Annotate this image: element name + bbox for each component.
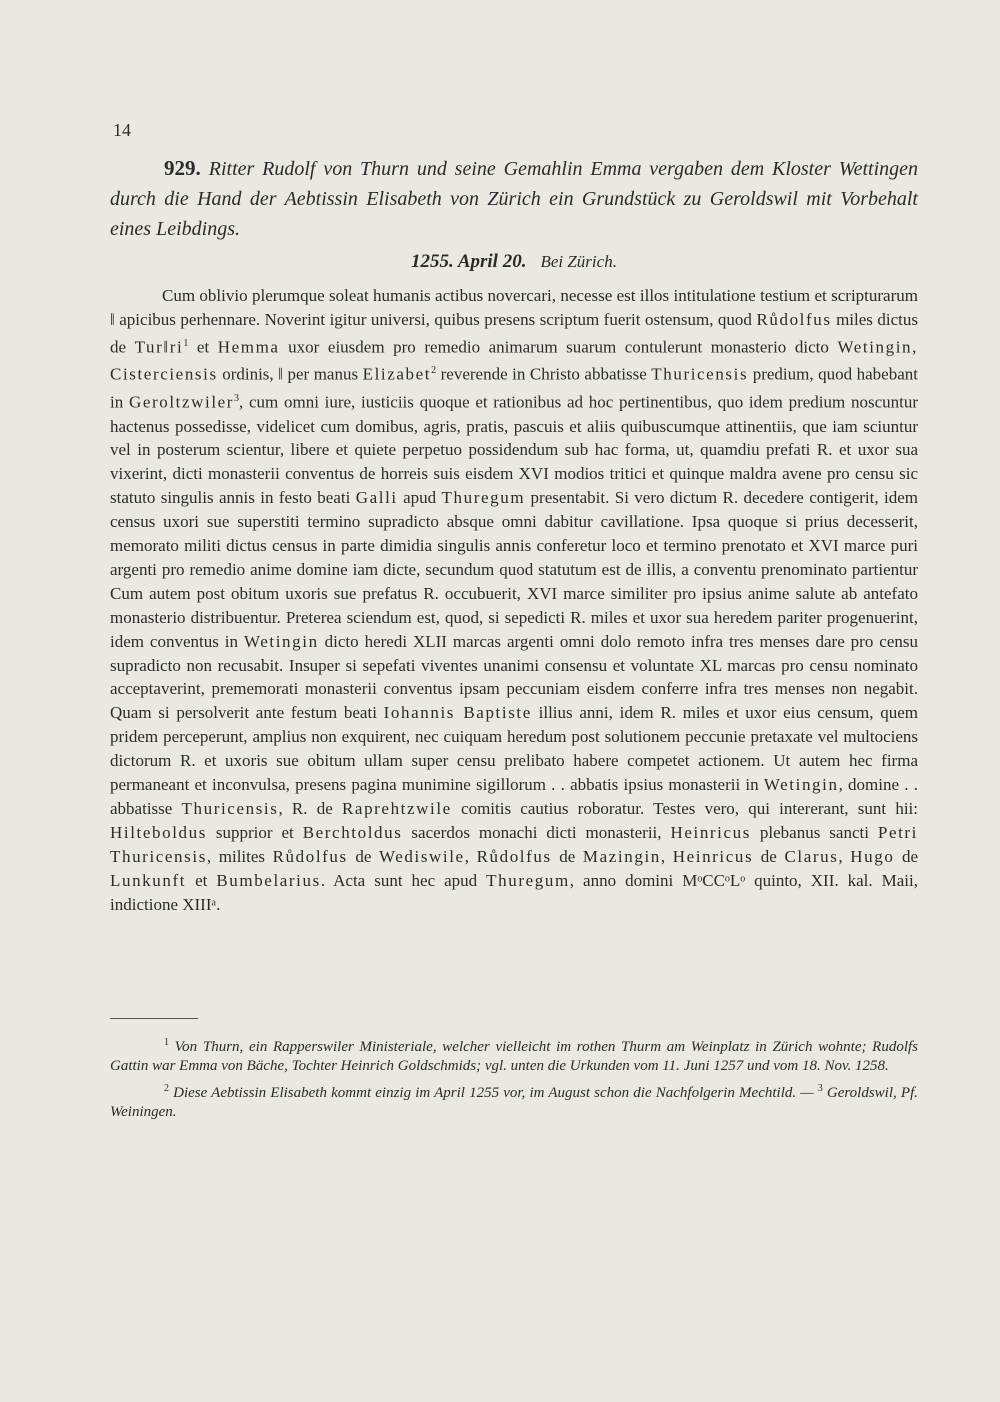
footnote-1 [110, 1033, 918, 1076]
text-run: Cum oblivio plerumque soleat humanis actibus novercari, necesse est illos intitulatione testium et scripturarum ‖ apicibus perhennare. Noverint igitur universi, quibus presens scriptum fuerit ostensum, quod [110, 286, 918, 329]
text-run: illius anni, idem R. miles et uxor eius censum, quem pridem perceperunt, amplius non exquirent, nec cuiquam heredum post solutionem peccunie pretaxate vel multociens dictorum R. et uxoris sue obitum ullam super censu prelibato habere competet actionem. Ut autem hec firma permaneant et inconvulsa, presens pagina munimine sigillorum . . abbatis ipsius monasterii in [110, 703, 919, 795]
text-run: apud [397, 488, 442, 508]
place-name: Lunkunft [110, 870, 187, 890]
place-name: Petri Thuricensis [110, 822, 918, 866]
text-run: de [551, 846, 583, 866]
text-run: reverende in Christo abbatisse [436, 365, 652, 385]
place-name: Geroltzwiler [128, 392, 235, 412]
footnote-text: Diese Aebtissin Elisabeth kommt einzig im April 1255 vor, im August schon die Nachfolgerin Mechtild. — [169, 1085, 818, 1101]
footnote-text: Von Thurn, ein Rapperswiler Ministeriale, welcher vielleicht im rothen Thurm am Weinplatz in Zürich wohnte; Rudolfs Gattin war Emma von Bäche, Tochter Heinrich Goldschmids; vgl. unten die Urkunden vom 11. Juni 1257 und vom 18. Nov. 1258. [110, 1039, 918, 1074]
text-run: de [347, 846, 379, 866]
place-name: Wetingin [243, 631, 319, 651]
person-name: Heinricus [672, 846, 754, 866]
place-name: Clarus [784, 846, 839, 866]
text-run: miles dictus de [110, 309, 918, 357]
text-run: uxor eiusdem pro remedio animarum suarum contulerunt monasterio dicto [279, 337, 838, 357]
footnote-mark: 1 [164, 1037, 169, 1048]
text-run: , domine . . abbatisse [110, 775, 919, 818]
person-name: Galli [355, 488, 398, 508]
text-run: , R. de [278, 799, 342, 818]
footnote-ref: 1 [183, 337, 189, 349]
text-run: , anno domini MᵒCCᵒLᵒ quinto, XII. kal. Maii, indictione XIIIᵃ. [110, 870, 918, 914]
footnote-mark: 3 [817, 1083, 823, 1094]
text-run: . Acta sunt hec apud [320, 870, 487, 890]
place-name: Wediswile [378, 846, 465, 866]
text-run: et [186, 870, 217, 890]
text-run: presentabit. Si vero dictum R. decedere contigerit, idem census uxori sue superstiti termino supradicto absque omni dabitur cavillatione. Ipsa quoque si prius decesserit, memorato militi dictus census in parte dimidia singulis annis conferetur loco et termino prenotato et XVI marce puri argenti pro remedio anime domine iam dicte, secundum quod statutum est de illis, a conventu prenominato partientur Cum autem post obitum uxoris sue prefatus R. occubuerit, XVI marce similiter pro ipsius anime salute ab antefato monasterio distribuentur. Preterea sciendum est, quod, si sepedicti R. miles et uxor sua heredem pariter progenuerint, idem conventus in [110, 488, 919, 651]
person-name: Hilteboldus [110, 822, 207, 842]
place-name: Thuregum [486, 870, 570, 890]
person-name: Berchtoldus [302, 822, 403, 842]
person-name: Růdolfus [476, 846, 552, 866]
person-name: Bumbelarius [216, 870, 321, 890]
document-date: 1255. April 20. [411, 251, 527, 272]
text-run: , cum omni iure, iusticiis quoque et rationibus ad hoc pertinentibus, quo idem predium noscuntur hactenus possedisse, videlicet cum domibus, agris, pratis, pascuis et aliis quibuscumque attinentiis, que iam sciuntur vel in posterum scientur, libere et quiete perpetuo possidendum sub hac forma, ut, quamdiu prefati R. et uxor sua vixerint, dicti monasterii conventus de horreis suis eisdem XVI modios tritici et quinque maldra avene pro censu sic statuto singulis annis in festo beati [110, 392, 918, 508]
person-name: Elizabet [362, 365, 432, 385]
place-name: Thuricensis [651, 365, 749, 385]
place-name: Raprehtzwile [341, 799, 452, 818]
text-run: ordinis, ‖ per manus [217, 365, 363, 385]
place-name: Thuregum [441, 488, 526, 508]
footnote-divider [110, 1018, 198, 1019]
person-name: Růdolfus [756, 309, 832, 329]
person-name: Hemma [217, 337, 280, 357]
text-run: , milites [206, 846, 273, 866]
text-run: , [660, 846, 673, 866]
text-run: predium, quod habebant in [110, 365, 918, 412]
document-number: 929. [164, 156, 201, 180]
dateline [110, 251, 918, 273]
footnote-ref: 2 [431, 365, 437, 377]
text-run: , [838, 846, 851, 866]
footnote-ref: 3 [234, 392, 240, 404]
text-run: et [188, 337, 218, 357]
page-number: 14 [113, 120, 131, 140]
place-name: Tur‖ri [134, 337, 184, 357]
text-run: dicto heredi XLII marcas argenti omni dolo remoto infra tres menses dare pro censu supradicto non recusabit. Insuper si sepefati viventes unanimi consensu et voluntate XL marcas pro censu nominato acceptaverint, prememorati monasterii conventus ipsam peccuniam eisdem conferre infra tres menses non negabit. Quam si persolverit ante festum beati [110, 631, 918, 723]
place-name: Wetingin, Cisterciensis [110, 337, 918, 385]
text-run: de [753, 846, 785, 866]
charter-paragraph [110, 284, 918, 917]
person-name: Iohannis Baptiste [383, 703, 532, 723]
person-name: Heinricus [670, 822, 751, 842]
text-run: supprior et [206, 822, 303, 842]
text-run: sacerdos monachi dicti monasterii, [402, 822, 671, 842]
document-heading [110, 153, 918, 244]
place-name: Wetingin [763, 775, 839, 795]
place-name: Mazingin [582, 846, 661, 866]
text-run: plebanus sancti [750, 822, 878, 842]
document-place: Bei Zürich. [540, 252, 617, 271]
place-name: Thuricensis [181, 799, 279, 818]
text-run: comitis cautius roboratur. Testes vero, qui intererant, sunt hii: [451, 799, 918, 818]
footnote-text: Geroldswil, Pf. Weiningen. [110, 1085, 918, 1120]
footnote-2-3 [110, 1079, 918, 1122]
footnotes [110, 1033, 918, 1125]
person-name: Růdolfus [272, 846, 348, 866]
text-run: , [464, 846, 477, 866]
footnote-mark: 2 [164, 1083, 169, 1094]
person-name: Hugo [850, 846, 895, 866]
text-run: de [894, 846, 919, 866]
charter-text [110, 284, 918, 917]
document-title: Ritter Rudolf von Thurn und seine Gemahlin Emma vergaben dem Kloster Wettingen durch die Hand der Aebtissin Elisabeth von Zürich ein Grundstück zu Geroldswil mit Vorbehalt eines Leibdings. [110, 158, 918, 240]
